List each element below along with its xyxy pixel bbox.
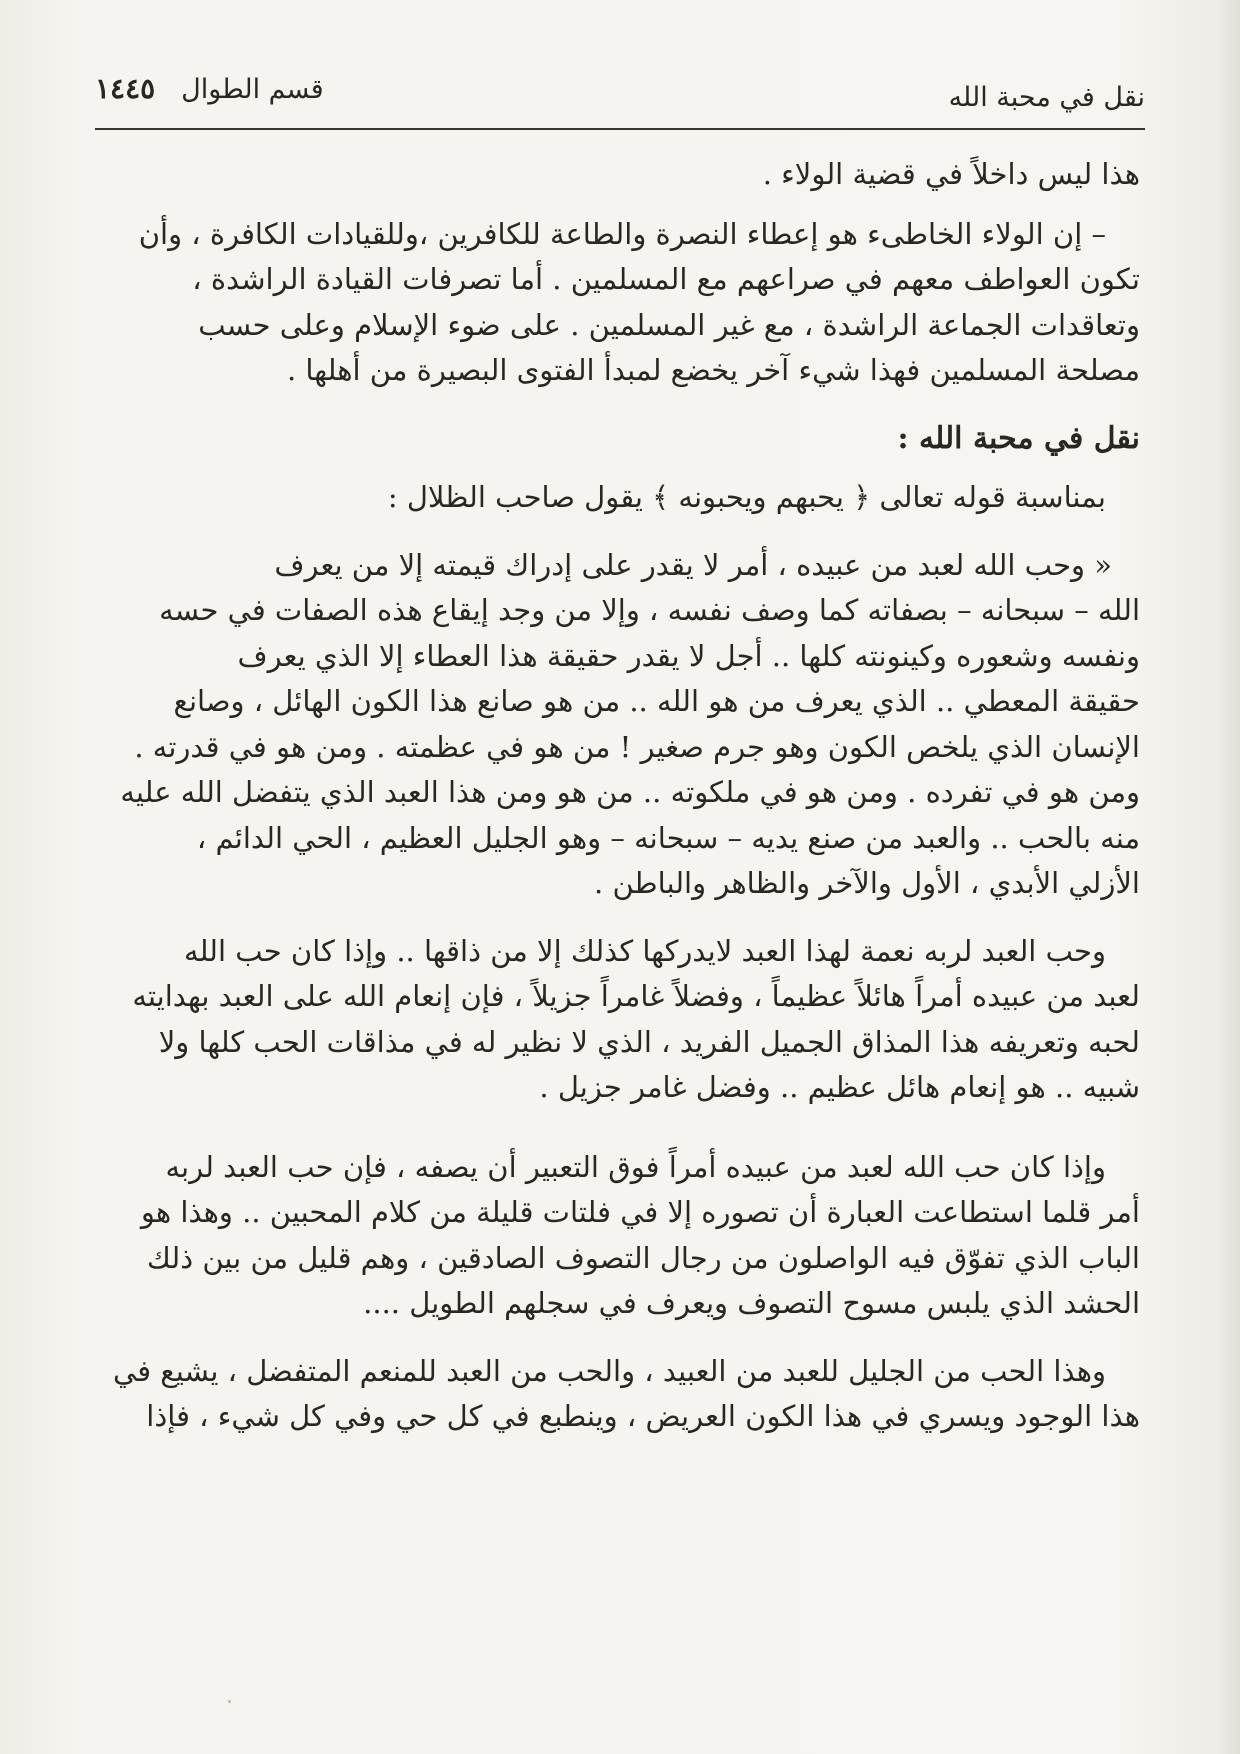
text-line: هذا الوجود ويسري في هذا الكون العريض ، وينطبع في كل حي وفي كل شيء ، فإذا <box>146 1399 1140 1433</box>
text-line: وحب العبد لربه نعمة لهذا العبد لايدركها كذلك إلا من ذاقها .. وإذا كان حب الله <box>184 933 1106 968</box>
text-line: لحبه وتعريفه هذا المذاق الجميل الفريد ، الذي لا نظير له في مذاقات الحب كلها ولا <box>158 1024 1140 1059</box>
header-section-and-page <box>95 72 324 105</box>
paragraph <box>85 475 1140 521</box>
text-line: الأزلي الأبدي ، الأول والآخر والظاهر والباطن . <box>594 866 1140 900</box>
quote-paragraph <box>85 543 1140 907</box>
paragraph <box>85 1145 1140 1327</box>
text-line: الله – سبحانه – بصفاته كما وصف نفسه ، وإلا من وجد إيقاع هذه الصفات في حسه <box>159 593 1140 627</box>
text-line: هذا ليس داخلاً في قضية الولاء . <box>762 157 1140 191</box>
text-line: مصلحة المسلمين فهذا شيء آخر يخضع لمبدأ الفتوى البصيرة من أهلها . <box>287 353 1140 387</box>
page-number: ١٤٤٥ <box>95 72 156 105</box>
text-line: منه بالحب .. والعبد من صنع يديه – سبحانه – وهو الجليل العظيم ، الحي الدائم ، <box>196 820 1140 855</box>
text-line: الإنسان الذي يلخص الكون وهو جرم صغير ! من هو في عظمته . ومن هو في قدرته . <box>134 729 1140 764</box>
text-line: وتعاقدات الجماعة الراشدة ، مع غير المسلمين . على ضوء الإسلام وعلى حسب <box>198 307 1140 342</box>
text-line: الحشد الذي يلبس مسوح التصوف ويعرف في سجلهم الطويل .... <box>363 1286 1140 1320</box>
text-line: وهذا الحب من الجليل للعبد من العبيد ، والحب من العبد للمنعم المتفضل ، يشيع في <box>113 1353 1106 1388</box>
paragraph <box>85 152 1140 198</box>
paragraph <box>85 1349 1140 1440</box>
paragraph <box>85 212 1140 394</box>
header-title: نقل في محبة الله <box>948 82 1145 113</box>
text-line: لعبد من عبيده أمراً هائلاً عظيماً ، وفضلاً غامراً جزيلاً ، فإن إنعام الله على العبد بهدايته <box>132 979 1140 1013</box>
text-line: الباب الذي تفوّق فيه الواصلون من رجال التصوف الصادقين ، وهم قليل من بين ذلك <box>146 1240 1140 1275</box>
text-line: بمناسبة قوله تعالى ﴿ يحبهم ويحبونه ﴾ يقول صاحب الظلال : <box>387 480 1106 514</box>
header-section: قسم الطوال <box>181 74 324 105</box>
header-rule <box>95 128 1145 130</box>
text-line: ونفسه وشعوره وكينونته كلها .. أجل لا يقدر حقيقة هذا العطاء إلا الذي يعرف <box>237 638 1140 673</box>
text-line: تكون العواطف معهم في صراعهم مع المسلمين . أما تصرفات القيادة الراشدة ، <box>192 262 1140 296</box>
text-line: – إن الولاء الخاطىء هو إعطاء النصرة والطاعة للكافرين ،وللقيادات الكافرة ، وأن <box>138 216 1106 251</box>
text-line: وإذا كان حب الله لعبد من عبيده أمراً فوق التعبير أن يصفه ، فإن حب العبد لربه <box>165 1149 1106 1184</box>
section-heading <box>85 416 1140 462</box>
scan-speck <box>228 1700 231 1703</box>
text-line: « وحب الله لعبد من عبيده ، أمر لا يقدر على إدراك قيمته إلا من يعرف <box>274 547 1112 582</box>
text-line: شبيه .. هو إنعام هائل عظيم .. وفضل غامر جزيل . <box>539 1070 1140 1104</box>
running-header <box>95 68 1145 124</box>
text-line: أمر قلما استطاعت العبارة أن تصوره إلا في فلتات قليلة من كلام المحبين .. وهذا هو <box>140 1195 1140 1229</box>
paragraph <box>85 929 1140 1111</box>
text-line: ومن هو في تفرده . ومن هو في ملكوته .. من هو ومن هذا العبد الذي يتفضل الله عليه <box>120 775 1140 809</box>
page-edge-shadow <box>1218 0 1240 1754</box>
heading-text: نقل في محبة الله : <box>897 420 1140 456</box>
page-body <box>85 152 1140 1440</box>
text-line: حقيقة المعطي .. الذي يعرف من هو الله .. من هو صانع هذا الكون الهائل ، وصانع <box>173 684 1140 718</box>
